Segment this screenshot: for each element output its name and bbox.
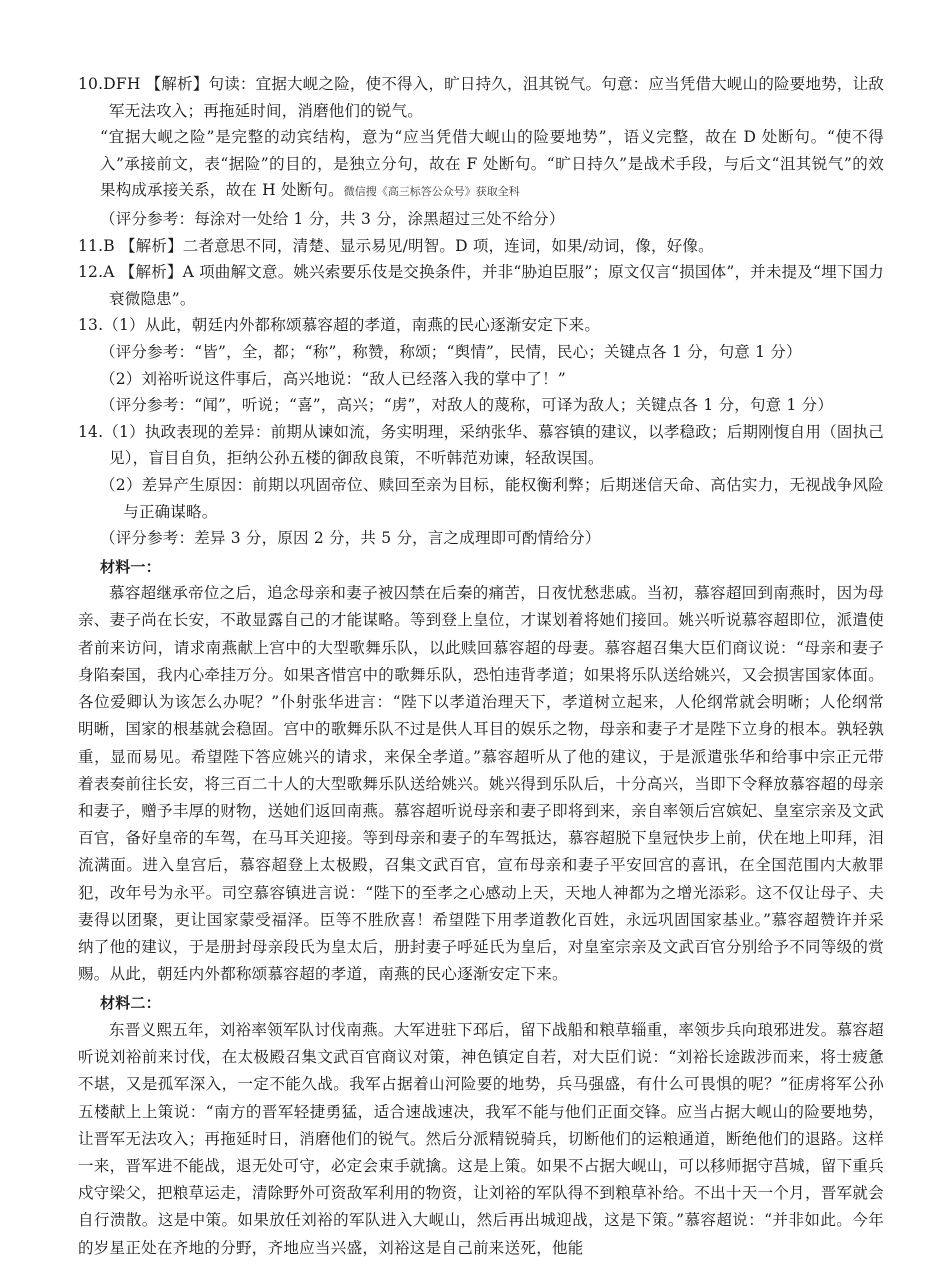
q10-analysis-text: “宜据大岘之险”是完整的动宾结构，意为“应当凭借大岘山的险要地势”，语义完整，故在 D 处断句。“使不得入”承接前文，表“据险”的目的，是独立分句，故在 F 处断句。“旷日持久”是战术手段，与后文“沮其锐气”的效果构成承接关系，故在 H 处断句。 <box>100 128 884 200</box>
q11-answer: 11.B 【解析】二者意思不同，清楚、显示易见/明智。D 项，连词，如果/动词，像，好像。 <box>78 236 714 255</box>
q13-part2: （2）刘裕听说这件事后，高兴地说：“敌人已经落入我的掌中了！” <box>100 369 566 388</box>
q14-scoring: （评分参考：差异 3 分，原因 2 分，共 5 分，言之成理即可酌情给分） <box>100 529 601 548</box>
watermark-note: 微信搜《高三标答公众号》获取全科 <box>343 185 520 199</box>
answer-key <box>78 71 884 1262</box>
q10-analysis <box>78 124 884 206</box>
material2-text: 东晋义熙五年，刘裕率领军队讨伐南燕。大军进驻下邳后，留下战船和粮草辎重，率领步兵向琅邪进发。慕容超听说刘裕前来讨伐，在太极殿召集文武百官商议对策，神色镇定自若，对大臣们说：“刘裕长途跋涉而来，将士疲惫不堪，又是孤军深入，一定不能久战。我军占据着山河险要的地势，兵马强盛，有什么可畏惧的呢？”征虏将军公孙五楼献上上策说：“南方的晋军轻捷勇猛，适合速战速决，我军不能与他们正面交锋。应当占据大岘山的险要地势，让晋军无法攻入；再拖延时日，消磨他们的锐气。然后分派精锐骑兵，切断他们的运粮通道，断绝他们的退路。这样一来，晋军进不能战，退无处可守，必定会束手就擒。这是上策。如果不占据大岘山，可以移师据守莒城，留下重兵戍守梁父，把粮草运走，清除野外可资敌军利用的物资，让刘裕的军队得不到粮草补给。不出十天一个月，晋军就会自行溃散。这是中策。如果放任刘裕的军队进入大岘山，然后再出城迎战，这是下策。”慕容超说：“并非如此。今年的岁星正处在齐地的分野，齐地应当兴盛，刘裕这是自己前来送死，他能 <box>78 1020 884 1257</box>
material2-title: 材料二： <box>100 994 161 1013</box>
q12-answer: 12.A 【解析】A 项曲解文意。姚兴索要乐伎是交换条件，并非“胁迫臣服”；原文仅言“损国体”，并未提及“埋下国力衰微隐患”。 <box>78 263 884 308</box>
material1-text: 慕容超继承帝位之后，追念母亲和妻子被囚禁在后秦的痛苦，日夜忧愁悲戚。当初，慕容超回到南燕时，因为母亲、妻子尚在长安，不敢显露自己的才能谋略。等到登上皇位，才谋划着将她们接回。姚兴听说慕容超即位，派遣使者前来访问，请求南燕献上宫中的大型歌舞乐队，以此赎回慕容超的母妻。慕容超召集大臣们商议说：“母亲和妻子身陷秦国，我内心牵挂万分。如果吝惜宫中的歌舞乐队，恐怕违背孝道；如果将乐队送给姚兴，又会损害国家体面。各位爱卿认为该怎么办呢？”仆射张华进言：“陛下以孝道治理天下，孝道树立起来，人伦纲常就会明晰；人伦纲常明晰，国家的根基就会稳固。宫中的歌舞乐队不过是供人耳目的娱乐之物，母亲和妻子才是陛下立身的根本。孰轻孰重，显而易见。希望陛下答应姚兴的请求，来保全孝道。”慕容超听从了他的建议，于是派遣张华和给事中宗正元带着表奏前往长安，将三百二十人的大型歌舞乐队送给姚兴。姚兴得到乐队后，十分高兴，当即下令释放慕容超的母亲和妻子，赠予丰厚的财物，送她们返回南燕。慕容超听说母亲和妻子即将到来，亲自率领后宫嫔妃、皇室宗亲及文武百官，备好皇帝的车驾，在马耳关迎接。等到母亲和妻子的车驾抵达，慕容超脱下皇冠快步上前，伏在地上叩拜，泪流满面。进入皇宫后，慕容超登上太极殿，召集文武百官，宣布母亲和妻子平安回宫的喜讯，在全国范围内大赦罪犯，改年号为永平。司空慕容镇进言说：“陛下的至孝之心感动上天，天地人神都为之增光添彩。这不仅让母子、夫妻得以团聚，更让国家蒙受福泽。臣等不胜欣喜！希望陛下用孝道教化百姓，永远巩固国家基业。”慕容超赞许并采纳了他的建议，于是册封母亲段氏为皇太后，册封妻子呼延氏为皇后，对皇室宗亲及文武百官分别给予不同等级的赏赐。从此，朝廷内外都称颂慕容超的孝道，南燕的民心逐渐安定下来。 <box>78 584 884 984</box>
material1-title: 材料一： <box>100 557 161 576</box>
q13-scoring1: （评分参考：“皆”，全，都；“称”，称赞，称颂；“舆情”，民情，民心；关键点各 1 分，句意 1 分） <box>100 342 802 361</box>
q14-part2: （2）差异产生原因：前期以巩固帝位、赎回至亲为目标，能权衡利弊；后期迷信天命、高估实力，无视战争风险与正确谋略。 <box>100 475 884 521</box>
q14-part1: 14.（1）执政表现的差异：前期从谏如流，务实明理，采纳张华、慕容镇的建议，以孝稳政；后期刚愎自用（固执己见），盲目自负，拒纳公孙五楼的御敌良策，不听韩范劝谏，轻敌误国。 <box>78 422 884 468</box>
q13-part1: 13.（1）从此，朝廷内外都称颂慕容超的孝道，南燕的民心逐渐安定下来。 <box>78 316 601 335</box>
q13-scoring2: （评分参考：“闻”，听说；“喜”，高兴；“虏”，对敌人的蔑称，可译为敌人；关键点各 1 分，句意 1 分） <box>100 396 834 415</box>
q10-answer: 10.DFH 【解析】句读：宜据大岘之险，使不得入，旷日持久，沮其锐气。句意：应当凭借大岘山的险要地势，让敌军无法攻入；再拖延时间，消磨他们的锐气。 <box>78 75 884 120</box>
q10-scoring: （评分参考：每涂对一处给 1 分，共 3 分，涂黑超过三处不给分） <box>100 209 565 228</box>
